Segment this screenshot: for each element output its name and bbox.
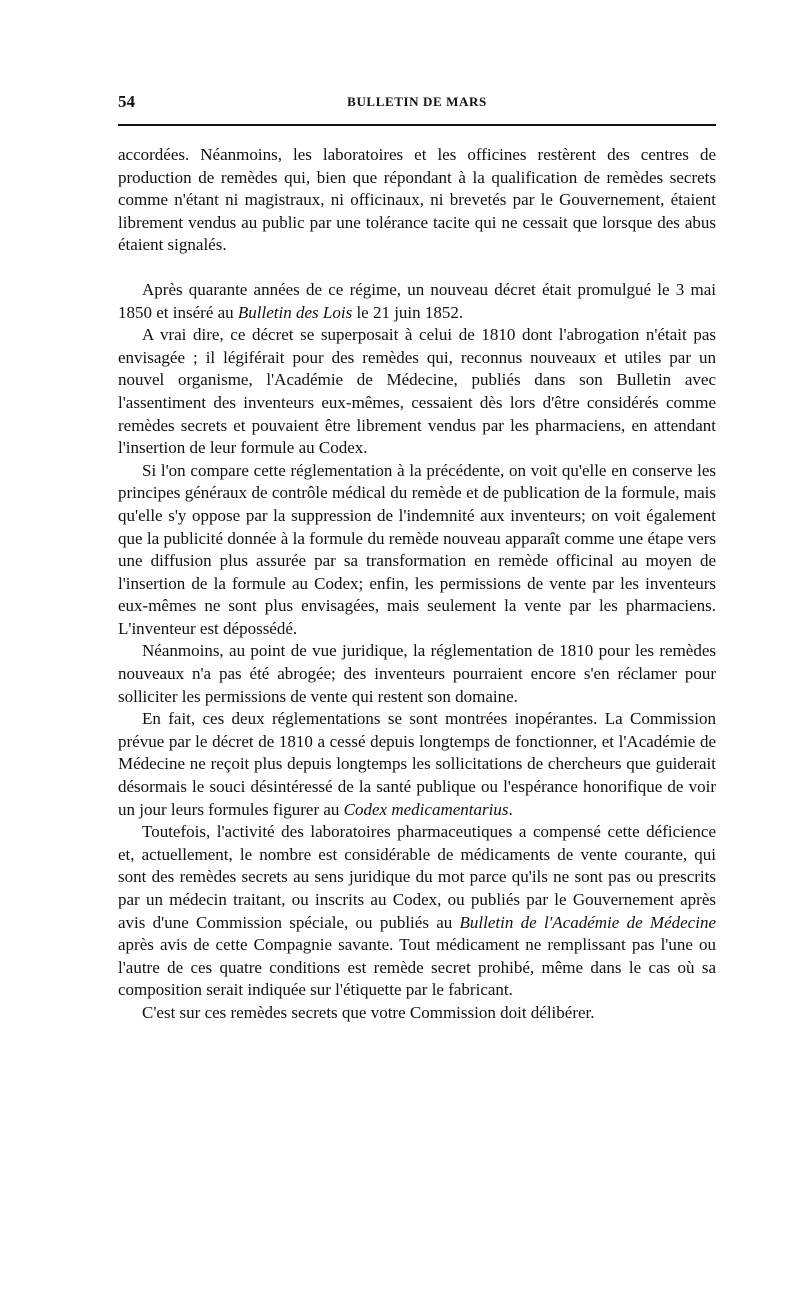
- document-page: [118, 92, 716, 1025]
- paragraph-3: A vrai dire, ce décret se superposait à celui de 1810 dont l'abrogation n'était pas envisagée ; il légiférait pour des remèdes qui, reconnus nouveaux et utiles par un nouvel organisme, l'Académie de Médecine, publiés dans son Bulletin avec l'assentiment des inventeurs eux-mêmes, cessaient dès lors d'être considérés comme remèdes secrets et pouvaient être librement vendus par les pharmaciens, en attendant l'insertion de leur formule au Codex.: [118, 325, 716, 458]
- paragraph-8: C'est sur ces remèdes secrets que votre Commission doit délibérer.: [142, 1002, 595, 1022]
- header-rule: [118, 124, 716, 126]
- paragraph-6-text-b: .: [508, 799, 513, 819]
- paragraph-6-text-a: En fait, ces deux réglementations se sont montrées inopérantes. La Commission prévue par le décret de 1810 a cessé depuis longtemps de fonctionner, et l'Académie de Médecine ne reçoit plus depuis longtemps les sollicitations de chercheurs que guiderait désormais le souci désintéressé de la santé publique ou l'espérance honorifique de voir un jour leurs formules figurer au: [118, 709, 716, 819]
- paragraph-5: Néanmoins, au point de vue juridique, la réglementation de 1810 pour les remèdes nouveaux n'a pas été abrogée; des inventeurs pourraient encore s'en réclamer pour solliciter les permissions de vente qui restent son domaine.: [118, 641, 716, 706]
- paragraph-2-text-b: le 21 juin 1852.: [352, 302, 464, 322]
- bulletin-des-lois-title: Bulletin des Lois: [237, 302, 353, 322]
- paragraph-7-text-b: après avis de cette Compagnie savante. Tout médicament ne remplissant pas l'une ou l'autre de ces quatre conditions est remède secret prohibé, même dans le cas où sa composition serait indiquée sur l'étiquette par le fabricant.: [118, 935, 716, 1000]
- paragraph-6: [118, 708, 716, 821]
- running-header: [118, 92, 716, 118]
- paragraph-2: [118, 279, 716, 324]
- body-text: [118, 144, 716, 1025]
- paragraph-1: accordées. Néanmoins, les laboratoires et les officines restèrent des centres de production de remèdes qui, bien que répondant à la qualification de remèdes secrets comme n'étant ni magistraux, ni officinaux, ni brevetés par le Gouvernement, étaient librement vendus au public par une tolérance tacite qui ne cessait que lorsque des abus étaient signalés.: [118, 145, 716, 255]
- page-number: 54: [118, 92, 135, 111]
- codex-title: Codex medicamentarius: [343, 799, 509, 819]
- paragraph-7: [118, 821, 716, 1002]
- running-title: BULLETIN DE MARS: [347, 94, 487, 109]
- bulletin-academie-title: Bulletin de l'Académie de Médecine: [459, 912, 716, 932]
- paragraph-2-text-a: Après quarante années de ce régime, un nouveau décret était promulgué le 3 mai 1850 et inséré au: [118, 279, 716, 322]
- paragraph-4: Si l'on compare cette réglementation à la précédente, on voit qu'elle en conserve les principes généraux de contrôle médical du remède et de publication de la formule, mais qu'elle s'y oppose par la suppression de l'indemnité aux inventeurs; on voit également que la publicité donnée à la formule du remède nouveau apparaît comme une étape vers une diffusion plus assurée par sa transformation en remède officinal au moyen de l'insertion de la formule au Codex; enfin, les permissions de vente par les inventeurs eux-mêmes ne sont plus envisagées, mais seulement la vente par les pharmaciens. L'inventeur est dépossédé.: [118, 460, 716, 638]
- paragraph-7-text-a: Toutefois, l'activité des laboratoires pharmaceutiques a compensé cette déficience et, actuellement, le nombre est considérable de médicaments de vente courante, qui sont des remèdes secrets au sens juridique du mot parce qu'ils ne sont pas ou prescrits par un médecin traitant, ou inscrits au Codex, ou publiés par le Gouvernement après avis d'une Commission spéciale, ou publiés au: [118, 822, 716, 932]
